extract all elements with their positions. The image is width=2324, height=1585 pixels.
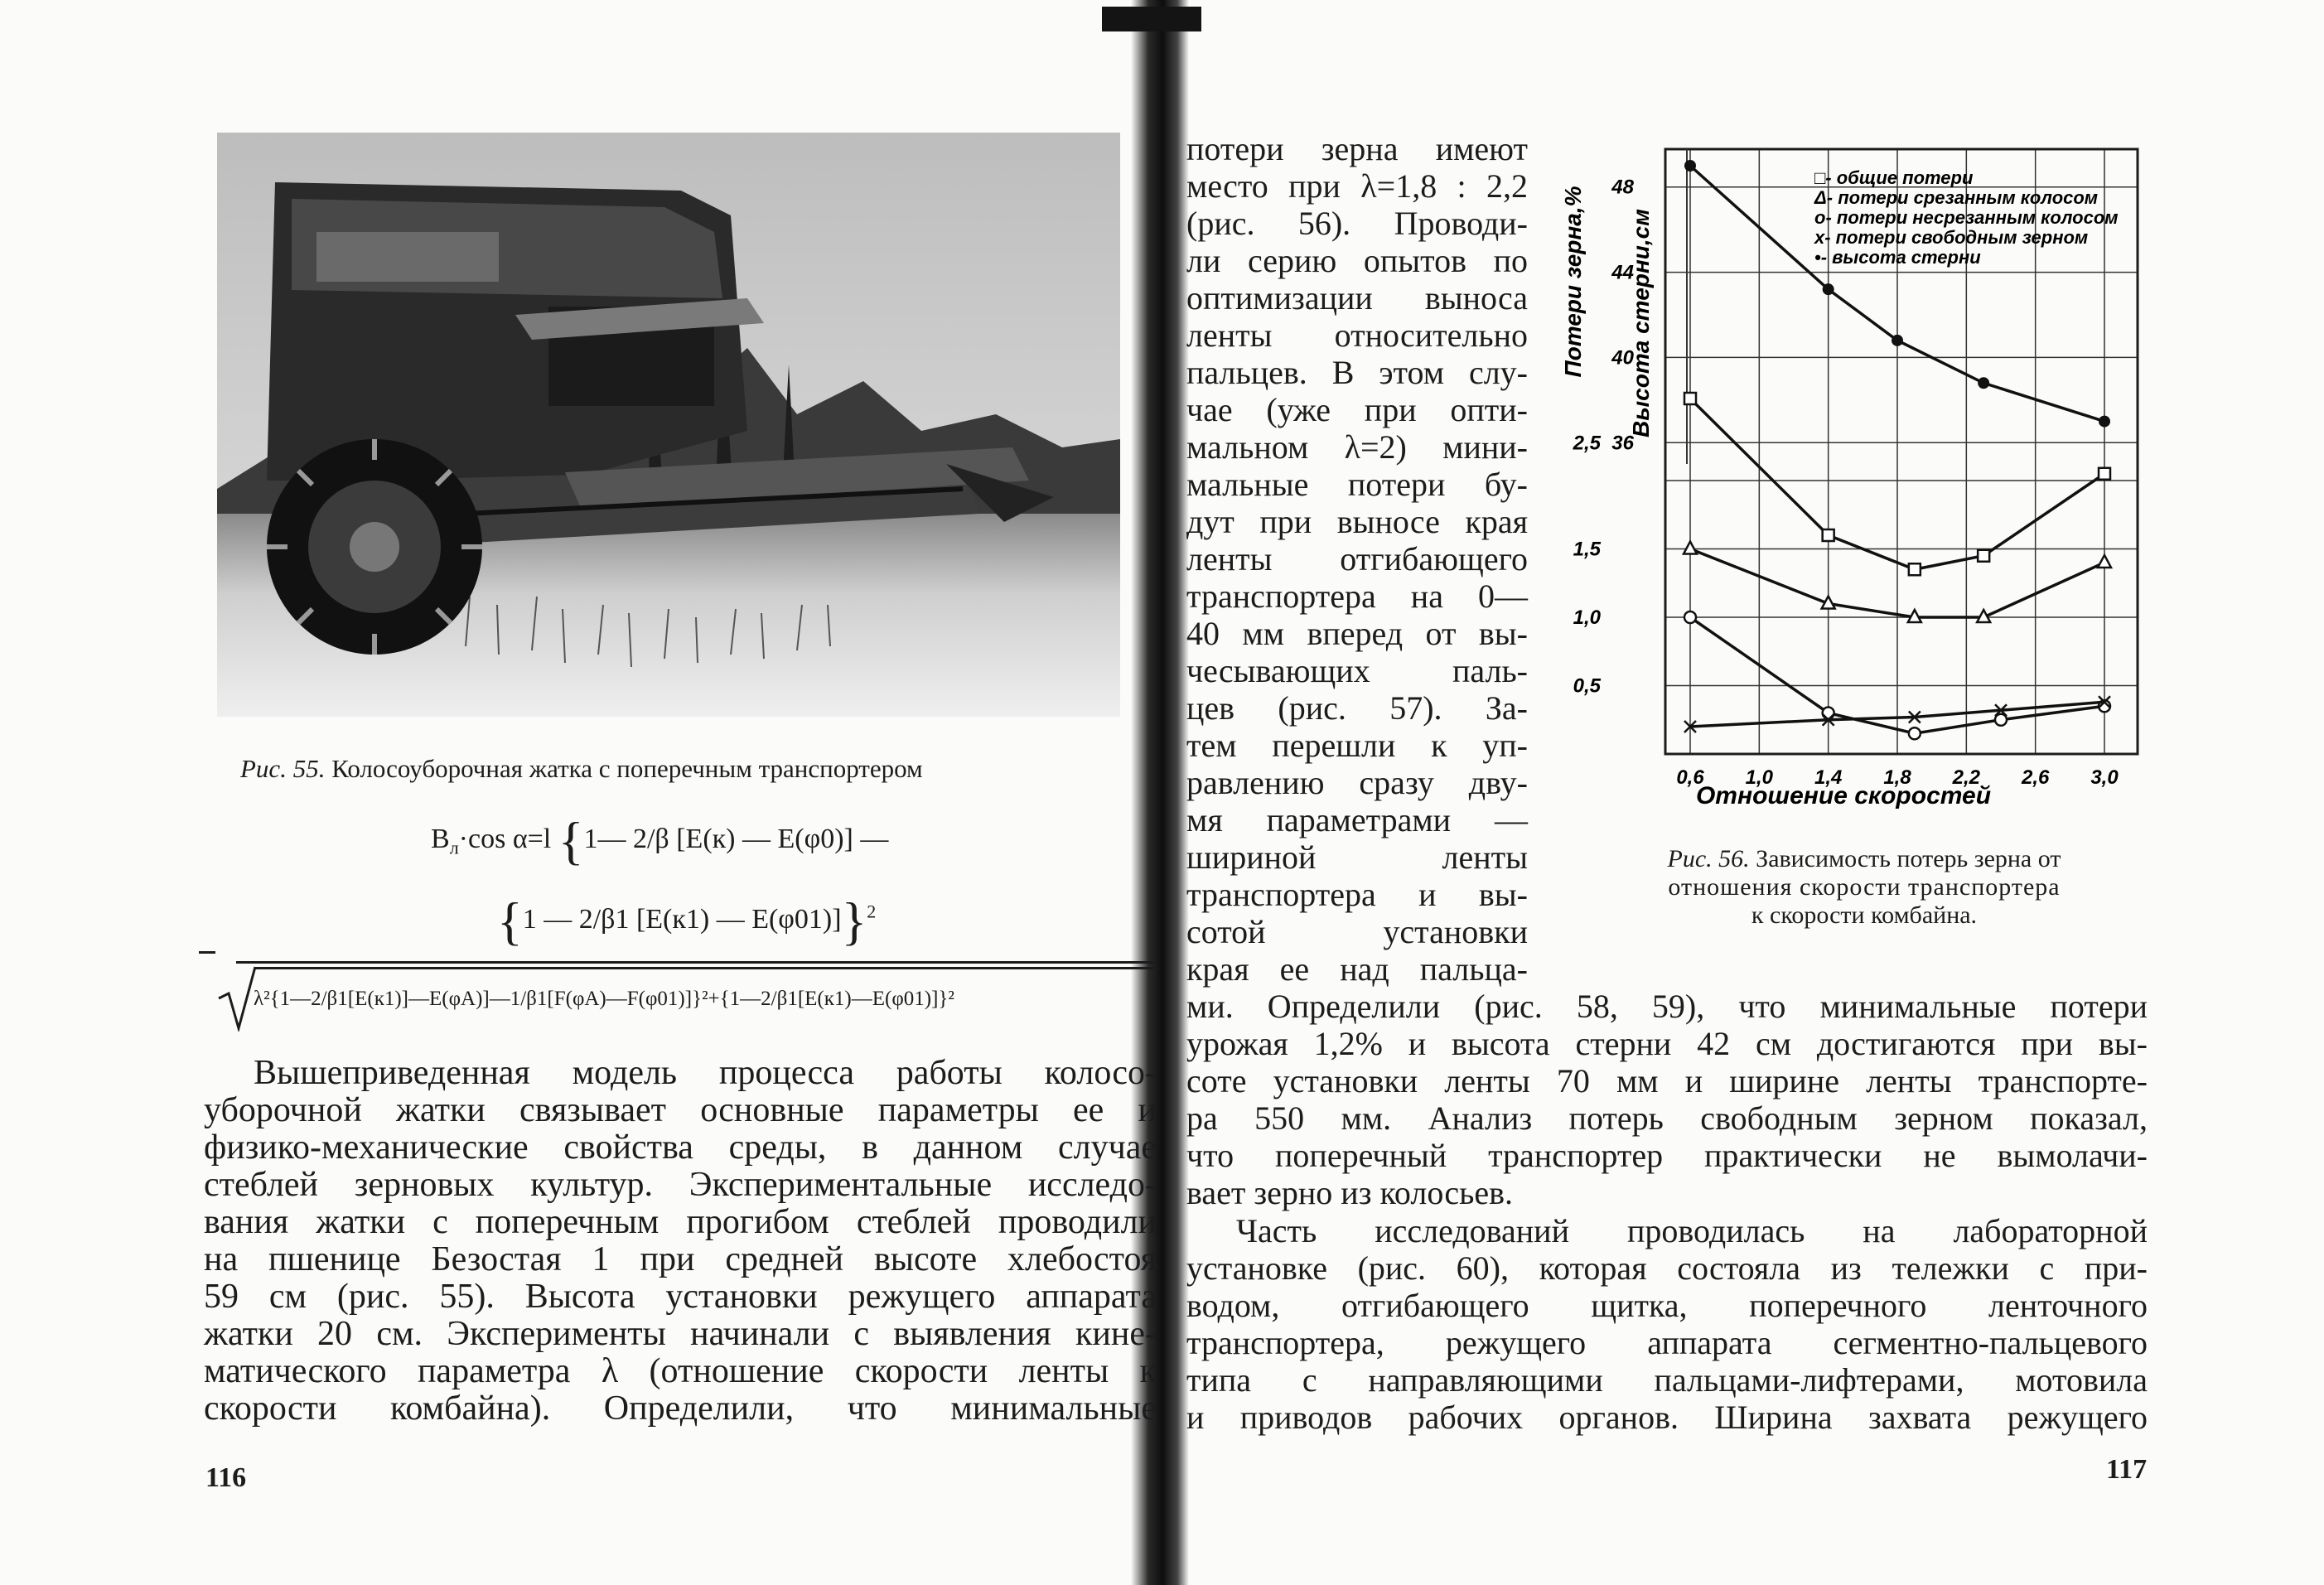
data-point-dot (2099, 416, 2110, 428)
formula-body-2: 1 — 2/β1 [E(к1) — E(φ01)] (522, 903, 842, 935)
left-line: Вышеприведенная модель процесса работы колосо- (254, 1054, 1157, 1092)
formula-denominator: λ²{1—2/β1[E(к1)]—E(φA)]—1/β1[F(φA)—F(φ01)]}²+{1—2/β1[E(к1)—E(φ01)]}² (254, 988, 954, 1010)
right-line: мальном λ=2) мини- (1186, 428, 1528, 466)
data-point-square (1909, 563, 1921, 575)
right-line: транспортера и вы- (1186, 876, 1528, 913)
right-line: края ее над пальца- (1186, 950, 1528, 988)
figure-56-chart (1541, 133, 2171, 845)
data-point-circle (1684, 611, 1696, 623)
chart-y2-axis-label: Высота стерни,см (1628, 209, 1654, 437)
right-line: равлению сразу дву- (1186, 764, 1528, 801)
formula-body-1: 1— 2/β [E(к) — E(φ0)] — (583, 823, 889, 854)
y-tick-label: 1,5 (1573, 538, 1601, 561)
right-line: ли серию опытов по (1186, 242, 1528, 279)
right-line: водом, отгибающего щитка, поперечного ленточного (1186, 1287, 2148, 1324)
formula-exp: 2 (867, 901, 877, 922)
figure-55-photo (217, 133, 1120, 717)
left-line: скорости комбайна). Определили, что минимальные (204, 1389, 1157, 1428)
left-line: матического параметра λ (отношение скорости ленты к (204, 1352, 1157, 1390)
left-line: 59 см (рис. 55). Высота установки режущего аппарата (204, 1278, 1157, 1316)
y2-tick-label: 48 (1611, 176, 1634, 199)
legend-item: □- общие потери (1814, 167, 1974, 188)
right-line: чае (уже при опти- (1186, 391, 1528, 428)
right-line: соте установки ленты 70 мм и ширине ленты транспорте- (1186, 1062, 2148, 1099)
right-narrow-column (1186, 130, 1528, 988)
legend-item: Δ- потери срезанным колосом (1814, 187, 2099, 208)
y2-tick-label: 36 (1611, 432, 1634, 455)
legend-item: o- потери несрезанным колосом (1814, 207, 2119, 228)
left-line: вания жатки с поперечным прогибом стеблей проводили (204, 1203, 1157, 1241)
data-point-dot (1823, 283, 1834, 295)
data-point-triangle (1684, 542, 1697, 554)
figure-56-caption (1574, 845, 2154, 930)
x-tick-label: 1,4 (1814, 766, 1843, 789)
x-tick-label: 3,0 (2090, 766, 2119, 789)
formula-line-1: $B_л\cdot\cos$ α=l {1— 2/β [E(к) — E(φ0)] — (431, 811, 889, 870)
right-line: дут при выносе края (1186, 503, 1528, 540)
data-point-square (2099, 468, 2110, 480)
data-point-dot (1684, 160, 1696, 172)
x-tick-label: 1,8 (1883, 766, 1911, 789)
right-second-paragraph (1186, 1212, 2148, 1436)
figure-55-text: Колосоуборочная жатка с поперечным транспортером (331, 754, 923, 783)
left-paragraph (204, 1055, 1157, 1428)
right-line: ленты отгибающего (1186, 540, 1528, 577)
right-line: и приводов рабочих органов. Ширина захвата режущего (1186, 1399, 2148, 1436)
left-line: жатки 20 см. Эксперименты начинали с выявления кине- (204, 1315, 1157, 1353)
figure-56-line: Зависимость потерь зерна от (1756, 845, 2061, 872)
formula-lhs-sub: л (449, 837, 459, 858)
right-line: ленты относительно (1186, 317, 1528, 354)
right-line: 40 мм вперед от вы- (1186, 615, 1528, 652)
figure-56-label: Рис. 56. (1667, 845, 1750, 872)
right-line: место при λ=1,8 : 2,2 (1186, 167, 1528, 205)
right-line: что поперечный транспортер практически не вымолачи- (1186, 1137, 2148, 1174)
figure-56-line: к скорости комбайна. (1751, 901, 1978, 929)
x-tick-label: 2,2 (1952, 766, 1981, 789)
data-point-square (1823, 529, 1834, 541)
y-tick-label: 1,0 (1573, 606, 1601, 629)
legend-item: •- высота стерни (1814, 247, 1981, 268)
x-tick-label: 0,6 (1676, 766, 1704, 789)
figure-55-label: Рис. 55. (240, 754, 326, 783)
right-line: сотой установки (1186, 913, 1528, 950)
data-point-dot (1892, 335, 1903, 346)
y-tick-label: 2,5 (1573, 432, 1601, 455)
y-tick-label: 0,5 (1573, 674, 1601, 698)
data-point-circle (1909, 727, 1921, 739)
right-line: потери зерна имеют (1186, 130, 1528, 167)
right-line: тем перешли к уп- (1186, 727, 1528, 764)
left-line: стеблей зерновых культур. Экспериментальные исследо- (204, 1166, 1157, 1204)
right-line: (рис. 56). Проводи- (1186, 205, 1528, 242)
left-line: уборочной жатки связывает основные параметры ее и (204, 1091, 1157, 1129)
right-full-width-text (1186, 988, 2148, 1211)
figure-56-line: отношения скорости транспортера (1668, 873, 2061, 901)
right-line: мя параметрами — (1186, 801, 1528, 838)
y2-tick-label: 44 (1611, 261, 1634, 284)
formula-lhs-rest: ·cos α=l (458, 823, 552, 854)
right-line: чесывающих паль- (1186, 652, 1528, 689)
formula-sqrt-bar (255, 967, 1154, 969)
data-point-square (1684, 393, 1696, 404)
left-line: на пшенице Безостая 1 при средней высоте хлебостоя (204, 1240, 1157, 1278)
right-line: установке (рис. 60), которая состояла из тележки с при- (1186, 1249, 2148, 1287)
right-line: пальцев. В этом слу- (1186, 354, 1528, 391)
data-point-square (1978, 550, 1989, 562)
right-line: мальные потери бу- (1186, 466, 1528, 503)
page-number-left: 116 (205, 1462, 247, 1493)
right-line: цев (рис. 57). За- (1186, 689, 1528, 727)
formula-line-2: {1 — 2/β1 [E(к1) — E(φ01)]}$^2$ (497, 892, 877, 950)
right-line: ра 550 мм. Анализ потерь свободным зерном показал, (1186, 1099, 2148, 1137)
spine-shadow (1102, 7, 1201, 31)
formula-minus (199, 951, 215, 954)
formula-lhs: B (431, 823, 450, 854)
right-line: типа с направляющими пальцами-лифтерами, мотовила (1186, 1361, 2148, 1399)
left-line: физико-механические свойства среды, в данном случае (204, 1128, 1157, 1167)
chart-legend (1814, 167, 2119, 268)
page-number-right: 117 (2106, 1454, 2148, 1485)
data-point-triangle (2098, 555, 2111, 568)
x-tick-label: 2,6 (2021, 766, 2050, 789)
right-line: урожая 1,2% и высота стерни 42 см достигаются при вы- (1186, 1025, 2148, 1062)
figure-55-caption (240, 754, 1135, 784)
formula-fraction-bar (236, 961, 1156, 964)
right-line: шириной ленты (1186, 838, 1528, 876)
x-tick-label: 1,0 (1745, 766, 1774, 789)
right-line: транспортера, режущего аппарата сегментно-пальцевого (1186, 1324, 2148, 1361)
y2-tick-label: 40 (1611, 346, 1634, 370)
chart-y-axis-label: Потери зерна,% (1560, 186, 1586, 378)
right-line: Часть исследований проводилась на лабораторной (1236, 1212, 2148, 1249)
right-line: оптимизации выноса (1186, 279, 1528, 317)
right-line: транспортера на 0— (1186, 577, 1528, 615)
formula-sqrt-sign (217, 965, 258, 1032)
right-line: вает зерно из колосьев. (1186, 1174, 1513, 1211)
right-line: ми. Определили (рис. 58, 59), что минимальные потери (1186, 988, 2148, 1025)
data-point-dot (1978, 377, 1989, 389)
legend-item: x- потери свободным зерном (1814, 227, 2089, 248)
chart-x-axis-label: Отношение скоростей (1695, 782, 1992, 809)
